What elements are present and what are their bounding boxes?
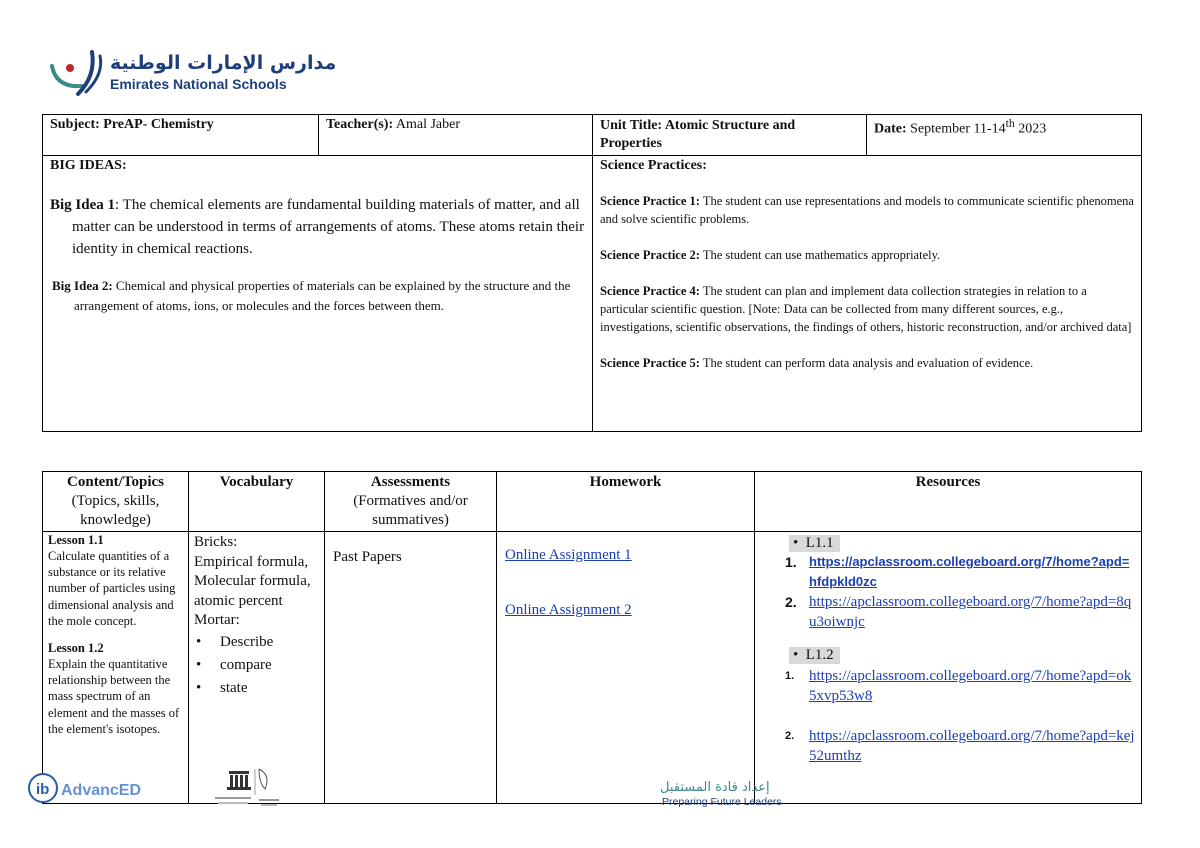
sp5-text: The student can perform data analysis and evaluation of evidence. [699, 356, 1034, 370]
vocabulary-cell [189, 532, 325, 804]
resource-item [785, 592, 1136, 632]
date-value: September 11-14 [906, 121, 1006, 137]
subject-cell [43, 115, 319, 156]
mortar-label: Mortar: [194, 612, 240, 628]
resource-item [785, 666, 1136, 706]
teacher-value: Amal Jaber [393, 117, 461, 132]
ib-advanced-logo [25, 768, 205, 808]
bricks-label: Bricks: [194, 534, 238, 550]
big-idea-1-label: Big Idea 1 [50, 197, 116, 213]
online-assignment-1-link[interactable]: Online Assignment 1 [505, 547, 632, 563]
science-practice-4 [600, 282, 1134, 336]
sp4-text: The student can plan and implement data collection strategies in relation to a particular scientific question. [Note: Data can be collected from many different sources, e.g., investigations, scientific observations, the findings of others, historic reconstruction, and/or archived data] [600, 284, 1132, 334]
date-year: 2023 [1014, 121, 1047, 137]
bricks-text: Empirical formula, Molecular formula, atomic percent [194, 553, 311, 609]
assessments-cell [325, 532, 497, 804]
resource-number: 1. [785, 554, 797, 570]
big-ideas-cell [43, 156, 593, 432]
resource-item [785, 552, 1136, 592]
vocabulary-title: Vocabulary [219, 474, 294, 490]
vocabulary-header [189, 472, 325, 532]
unesco-logo [215, 765, 295, 815]
lesson-plan-table [42, 471, 1142, 804]
resource-group-label: L1.1 [805, 535, 834, 551]
resource-item [785, 726, 1136, 766]
assessments-header [325, 472, 497, 532]
resource-group-label: L1.2 [805, 647, 834, 663]
resources-cell [755, 532, 1142, 804]
assessments-sub: (Formatives and/or summatives) [353, 493, 468, 528]
online-assignment-2-link[interactable]: Online Assignment 2 [505, 602, 632, 618]
footer-arabic-tagline: إعداد قادة المستقبل [660, 780, 770, 795]
bullet-icon: • [793, 647, 806, 663]
lesson-1-1-title: Lesson 1.1 [48, 533, 104, 547]
unit-title-text: Unit Title: Atomic Structure and Properties [600, 118, 796, 151]
resource-group-l1-2 [789, 646, 1136, 664]
resources-header [755, 472, 1142, 532]
lesson-1-2-text: Explain the quantitative relationship between the mass spectrum of an element and the masses of the element's isotopes. [48, 657, 180, 736]
resource-link[interactable]: https://apclassroom.collegeboard.org/7/home?apd=kej52umthz [809, 728, 1135, 764]
lesson-1-2-title: Lesson 1.2 [48, 641, 104, 656]
big-idea-2-label: Big Idea 2: [52, 278, 113, 293]
assessments-title: Assessments [370, 474, 451, 490]
science-practices-cell [593, 156, 1142, 432]
science-practice-2 [600, 246, 1134, 264]
unit-info-table [42, 114, 1142, 432]
big-idea-1-text: : The chemical elements are fundamental building materials of matter, and all matter can be understood in terms of arrangements of atoms. These atoms retain their identity in chemical reactions. [72, 197, 585, 257]
big-idea-2-text: Chemical and physical properties of materials can be explained by the structure and the arrangement of atoms, ions, or molecules and the forces between them. [74, 278, 571, 313]
science-practice-1 [600, 192, 1134, 228]
resource-number: 2. [785, 730, 795, 742]
resource-group-l1-1 [789, 534, 1136, 552]
logo-english-text: Emirates National Schools [110, 76, 287, 92]
lesson-1-1-text: Calculate quantities of a substance or its relative number of particles using dimensional analysis and the mole concept. [48, 549, 176, 628]
plan-header-row [43, 472, 1142, 532]
ideas-row [43, 156, 1142, 432]
big-idea-2 [50, 276, 585, 316]
mortar-item: • compare [220, 654, 319, 677]
resource-link[interactable]: https://apclassroom.collegeboard.org/7/home?apd=ok5xvp53w8 [809, 668, 1132, 704]
sp2-label: Science Practice 2: [600, 248, 700, 262]
teacher-cell [319, 115, 593, 156]
resource-number: 1. [785, 670, 795, 682]
sp5-label: Science Practice 5: [600, 356, 700, 370]
big-idea-1 [50, 194, 585, 260]
resource-link[interactable]: https://apclassroom.collegeboard.org/7/home?apd=hfdpkld0zc [809, 554, 1130, 589]
science-practice-5 [600, 354, 1134, 372]
sp2-text: The student can use mathematics appropriately. [699, 248, 941, 262]
resource-number: 2. [785, 594, 797, 610]
teacher-label: Teacher(s): [326, 117, 394, 132]
content-title: Content/Topics [67, 474, 164, 490]
date-sup: th [1005, 117, 1015, 130]
science-practices-heading: Science Practices: [600, 158, 707, 173]
resource-link[interactable]: https://apclassroom.collegeboard.org/7/home?apd=8qu3oiwnjc [809, 594, 1132, 630]
plan-body-row [43, 532, 1142, 804]
content-sub: (Topics, skills, knowledge) [71, 493, 160, 528]
mortar-item: • state [220, 677, 319, 700]
sp1-text: The student can use representations and models to communicate scientific phenomena and solve scientific problems. [600, 194, 1134, 226]
homework-header [497, 472, 755, 532]
big-ideas-heading: BIG IDEAS: [50, 158, 127, 173]
bullet-icon: • [793, 535, 806, 551]
subject-text: Subject: PreAP- Chemistry [50, 117, 214, 132]
date-cell [867, 115, 1142, 156]
svg-text:ib: ib [36, 781, 50, 798]
date-label: Date: [874, 121, 907, 137]
logo-arabic-text: مدارس الإمارات الوطنية [110, 52, 337, 74]
info-row [43, 115, 1142, 156]
content-cell [43, 532, 189, 804]
footer-english-tagline: Preparing Future Leaders [662, 796, 782, 808]
homework-cell [497, 532, 755, 804]
svg-text:AdvancED: AdvancED [61, 782, 142, 799]
sp4-label: Science Practice 4: [600, 284, 700, 298]
mortar-list [194, 631, 319, 700]
assessment-text: Past Papers [333, 549, 402, 565]
logo-swoosh-icon [48, 46, 108, 102]
mortar-item: • Describe [220, 631, 319, 654]
sp1-label: Science Practice 1: [600, 194, 700, 208]
resources-title: Resources [915, 474, 981, 490]
unit-title-cell [593, 115, 867, 156]
homework-title: Homework [589, 474, 662, 490]
content-topics-header [43, 472, 189, 532]
